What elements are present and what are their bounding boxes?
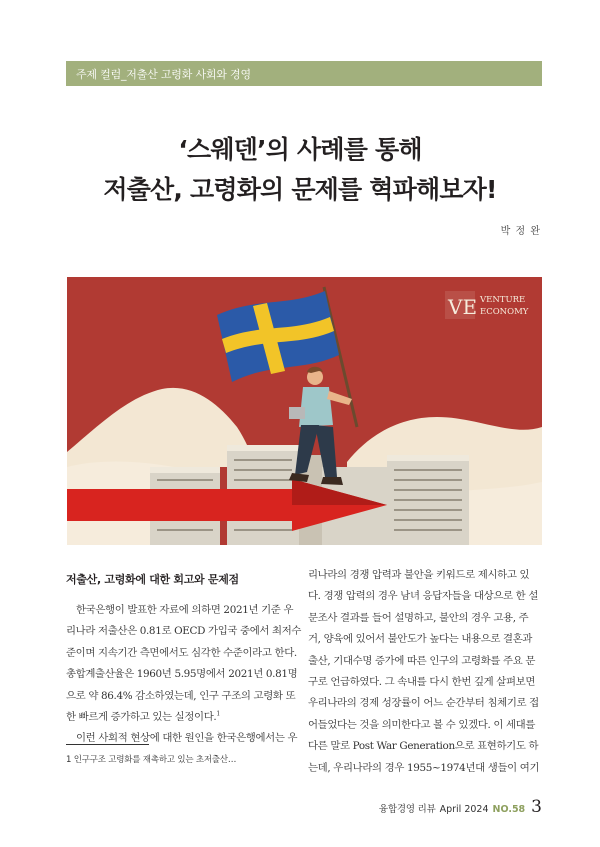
- article-title: [0, 130, 600, 210]
- title-line-2: 저출산, 고령화의 문제를 혁파해보자!: [103, 175, 497, 204]
- logo-line-2: ECONOMY: [480, 307, 529, 317]
- header-illustration: [67, 277, 542, 545]
- journal-name: 융합경영 리뷰: [378, 804, 436, 815]
- body-line: 출산, 기대수명 증가에 따른 인구의 고령화를 주요 문: [308, 654, 536, 667]
- body-line: 이런 사회적 현상에 대한 원인을 한국은행에서는 우: [76, 732, 298, 745]
- body-line: 문조사 결과를 들어 설명하고, 불안의 경우 고용, 주: [308, 611, 529, 624]
- page-footer: [379, 797, 542, 817]
- body-line: 으로 약 86.4% 감소하였는데, 인구 구조의 고령화 또: [66, 689, 296, 702]
- body-line: 구로 언급하였다. 그 속내를 다시 한번 깊게 살펴보면: [308, 676, 536, 689]
- body-line: 우리나라의 경제 성장률이 어느 순간부터 침체기로 접: [308, 697, 539, 710]
- body-line: 어들었다는 것을 의미한다고 볼 수 있겠다. 이 세대를: [308, 718, 536, 731]
- page-number: 3: [531, 797, 542, 817]
- logo-line-1: VENTURE: [480, 295, 526, 305]
- issue-number: NO.58: [492, 804, 526, 815]
- body-column-left: [66, 600, 302, 750]
- body-line: 총합계출산율은 1960년 5.95명에서 2021년 0.81명: [66, 668, 298, 681]
- body-line-with-note: [66, 707, 291, 728]
- body-line: 한 빠르게 증가하고 있는 실정이다.: [66, 711, 217, 724]
- footnote-text: 1 인구구조 고령화를 재촉하고 있는 초저출산…: [66, 755, 237, 765]
- body-line: 는데, 우리나라의 경우 1955~1974년대 생들이 여기: [308, 761, 540, 774]
- title-line-1: ‘스웨덴’의 사례를 통해: [178, 135, 422, 164]
- section-heading: 저출산, 고령화에 대한 회고와 문제점: [66, 573, 239, 586]
- body-line: 다른 말로 Post War Generation으로 표현하기도 하: [308, 740, 539, 753]
- body-line: 거, 양육에 있어서 불안도가 높다는 내용으로 결혼과: [308, 633, 533, 646]
- issue-date: April 2024: [439, 804, 489, 815]
- logo-mark: VE: [448, 295, 478, 319]
- body-line: 준이며 지속기간 측면에서도 심각한 수준이라고 한다.: [66, 646, 297, 659]
- body-line: 리나라 저출산은 0.81로 OECD 가입국 중에서 최저수: [66, 625, 302, 638]
- footnote-marker: 1: [216, 710, 220, 718]
- body-line: 다. 경쟁 압력의 경우 남녀 응답자들을 대상으로 한 설: [308, 590, 539, 603]
- column-banner: [66, 61, 542, 86]
- body-line: 리나라의 경쟁 압력과 불안을 키워드로 제시하고 있: [308, 569, 530, 581]
- author-name: 박 정 완: [500, 226, 541, 237]
- body-line: 한국은행이 발표한 자료에 의하면 2021년 기준 우: [76, 604, 294, 616]
- body-column-right: [308, 565, 542, 779]
- footnote-divider: [66, 744, 149, 745]
- banner-label: 주제 컬럼_저출산 고령화 사회와 경영: [76, 68, 251, 81]
